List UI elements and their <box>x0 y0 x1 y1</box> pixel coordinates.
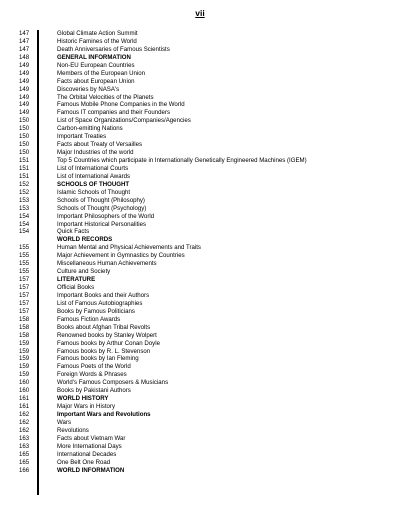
toc-page-number: 161 <box>19 395 30 403</box>
toc-entry <box>19 157 389 165</box>
toc-entry <box>19 173 389 181</box>
toc-entry <box>19 340 389 348</box>
toc-page-number: 155 <box>19 252 30 260</box>
toc-entry <box>19 459 389 467</box>
toc-page-number: 160 <box>19 387 30 395</box>
toc-page-number: 157 <box>19 284 30 291</box>
toc-title: The Orbital Velocities of the Planets <box>57 93 154 101</box>
toc-title: Facts about European Union <box>57 77 135 85</box>
toc-entry <box>19 101 389 109</box>
toc-page-number: 153 <box>19 204 30 212</box>
toc-title: International Decades <box>57 450 117 458</box>
toc-entry <box>19 443 389 451</box>
table-of-contents <box>19 30 389 475</box>
toc-page-number: 149 <box>19 77 30 85</box>
toc-entry <box>19 252 389 260</box>
toc-page-number: 150 <box>19 125 30 133</box>
toc-title: List of Famous Autobiographies <box>57 299 143 307</box>
toc-title: Death Anniversaries of Famous Scientists <box>57 45 170 53</box>
toc-page-number: 154 <box>19 220 30 228</box>
toc-entry <box>19 419 389 427</box>
toc-page-number: 147 <box>19 30 30 37</box>
toc-title: Famous Fiction Awards <box>57 315 121 323</box>
toc-title: Miscellaneous Human Achievements <box>57 260 157 268</box>
toc-page-number: 150 <box>19 117 30 125</box>
toc-section-heading <box>19 276 389 284</box>
toc-title: Facts about Vietnam War <box>57 434 126 442</box>
toc-title: World's Famous Composers & Musicians <box>57 379 169 387</box>
toc-title: Culture and Society <box>57 268 111 276</box>
toc-title: Books about Afghan Tribal Revolts <box>57 323 151 331</box>
toc-entry <box>19 117 389 125</box>
toc-entry <box>19 348 389 356</box>
toc-entry <box>19 371 389 379</box>
toc-entry <box>19 197 389 205</box>
toc-page-number: 155 <box>19 268 30 276</box>
toc-page-number: 150 <box>19 149 30 157</box>
toc-title: SCHOOLS OF THOUGHT <box>57 180 130 188</box>
toc-title: LITERATURE <box>57 276 96 284</box>
toc-page-number: 161 <box>19 403 30 411</box>
toc-page-number: 159 <box>19 371 30 379</box>
toc-page-number: 154 <box>19 228 30 236</box>
page-number: vii <box>195 8 205 18</box>
toc-entry <box>19 38 389 46</box>
toc-title: List of Space Organizations/Companies/Agencies <box>57 117 191 125</box>
toc-page-number: 157 <box>19 307 30 315</box>
toc-page-number: 163 <box>19 442 30 450</box>
toc-page-number <box>19 236 34 244</box>
toc-page-number: 153 <box>19 196 30 204</box>
toc-section-heading <box>19 54 389 62</box>
toc-entry <box>19 109 389 117</box>
toc-title: Non-EU European Countries <box>57 61 135 69</box>
toc-entry <box>19 141 389 149</box>
toc-page-number: 158 <box>19 323 30 331</box>
toc-page-number: 157 <box>19 291 30 299</box>
toc-title: List of International Awards <box>57 172 131 180</box>
toc-entry <box>19 94 389 102</box>
toc-page-number: 159 <box>19 339 30 347</box>
toc-page-number: 147 <box>19 45 30 53</box>
toc-entry <box>19 228 389 236</box>
toc-page-number: 149 <box>19 61 30 69</box>
toc-page-number: 154 <box>19 212 30 220</box>
toc-entry <box>19 435 389 443</box>
toc-title: Important Treaties <box>57 133 107 141</box>
toc-title: Famous Poets of the World <box>57 363 131 371</box>
toc-title: Important Philosophers of the World <box>57 212 155 220</box>
toc-entry <box>19 379 389 387</box>
toc-entry <box>19 189 389 197</box>
toc-title: Books by Famous Politicians <box>57 307 135 315</box>
toc-title: Famous books by Ian Fleming <box>57 355 139 363</box>
toc-entry <box>19 316 389 324</box>
toc-page-number: 158 <box>19 331 30 339</box>
toc-page-number: 159 <box>19 355 30 363</box>
toc-page-number: 162 <box>19 426 30 434</box>
toc-page-number: 159 <box>19 347 30 355</box>
toc-section-heading <box>19 395 389 403</box>
toc-entry <box>19 133 389 141</box>
toc-entry <box>19 70 389 78</box>
toc-page-number: 159 <box>19 363 30 371</box>
toc-title: Schools of Thought (Psychology) <box>57 204 147 212</box>
toc-title: Quick Facts <box>57 228 90 236</box>
toc-entry <box>19 260 389 268</box>
toc-title: Important Books and their Authors <box>57 291 150 299</box>
toc-entry <box>19 78 389 86</box>
toc-page-number: 165 <box>19 458 30 466</box>
toc-page-number: 151 <box>19 172 30 180</box>
toc-title: Major Industries of the world <box>57 149 134 157</box>
toc-title: Islamic Schools of Thought <box>57 188 131 196</box>
toc-entry <box>19 355 389 363</box>
toc-page-number: 162 <box>19 418 30 426</box>
toc-page-number: 151 <box>19 164 30 172</box>
toc-entry <box>19 221 389 229</box>
toc-entry <box>19 86 389 94</box>
toc-title: Foreign Words & Phrases <box>57 371 127 379</box>
toc-entry <box>19 324 389 332</box>
toc-section-heading <box>19 236 389 244</box>
toc-title: Wars <box>57 418 71 426</box>
toc-page-number: 162 <box>19 411 30 418</box>
toc-title: Schools of Thought (Philosophy) <box>57 196 145 204</box>
toc-entry <box>19 332 389 340</box>
toc-title: WORLD HISTORY <box>57 395 109 403</box>
toc-title: Facts about Treaty of Versailles <box>57 141 143 149</box>
toc-page-number: 160 <box>19 379 30 387</box>
toc-entry <box>19 427 389 435</box>
toc-section-heading <box>19 411 389 419</box>
toc-page-number: 150 <box>19 141 30 149</box>
toc-page-number: 149 <box>19 93 30 101</box>
toc-title: Renowned books by Stanley Wolpert <box>57 331 157 339</box>
toc-entry <box>19 165 389 173</box>
toc-page-number: 151 <box>19 157 30 164</box>
toc-entry <box>19 284 389 292</box>
toc-entry <box>19 213 389 221</box>
toc-title: Famous books by Arthur Conan Doyle <box>57 339 160 347</box>
toc-page-number: 148 <box>19 53 30 61</box>
toc-title: Human Mental and Physical Achievements and Traits <box>57 244 201 252</box>
toc-entry <box>19 403 389 411</box>
toc-page-number: 163 <box>19 434 30 442</box>
toc-title: Historic Famines of the World <box>57 37 137 45</box>
toc-entry <box>19 244 389 252</box>
toc-title: Important Wars and Revolutions <box>57 411 151 418</box>
toc-title: Members of the European Union <box>57 69 146 77</box>
toc-title: GENERAL INFORMATION <box>57 53 131 61</box>
toc-entry <box>19 30 389 38</box>
toc-page-number: 155 <box>19 260 30 268</box>
toc-title: Top 5 Countries which participate in Internationally Genetically Engineered Machines (IGEM) <box>57 157 307 164</box>
toc-title: WORLD INFORMATION <box>57 466 125 474</box>
toc-page-number: 152 <box>19 180 30 188</box>
toc-entry <box>19 125 389 133</box>
toc-entry <box>19 300 389 308</box>
toc-title: Global Climate Action Summit <box>57 30 138 37</box>
toc-title: One Belt One Road <box>57 458 111 466</box>
toc-title: Major Achievement in Gymnastics by Countries <box>57 252 185 260</box>
toc-page-number: 147 <box>19 37 30 45</box>
toc-entry <box>19 387 389 395</box>
toc-page-number: 149 <box>19 85 30 93</box>
toc-entry <box>19 62 389 70</box>
toc-title: Major Wars in History <box>57 403 116 411</box>
toc-page-number: 152 <box>19 188 30 196</box>
toc-entry <box>19 149 389 157</box>
toc-page-number: 158 <box>19 315 30 323</box>
toc-title: WORLD RECORDS <box>57 236 113 244</box>
toc-title: Famous Mobile Phone Companies in the World <box>57 101 185 109</box>
toc-title: Official Books <box>57 284 95 291</box>
toc-title: Revolutions <box>57 426 89 434</box>
toc-title: Discoveries by NASA's <box>57 85 120 93</box>
toc-title: More International Days <box>57 442 122 450</box>
toc-page-number: 157 <box>19 276 30 284</box>
toc-entry <box>19 363 389 371</box>
toc-title: Famous IT companies and their Founders <box>57 109 171 117</box>
toc-title: Books by Pakistani Authors <box>57 387 131 395</box>
toc-entry <box>19 451 389 459</box>
toc-page-number: 157 <box>19 299 30 307</box>
toc-title: Important Historical Personalities <box>57 220 147 228</box>
toc-title: Famous books by R. L. Stevenson <box>57 347 151 355</box>
toc-page-number: 165 <box>19 450 30 458</box>
toc-entry <box>19 292 389 300</box>
toc-section-heading <box>19 181 389 189</box>
toc-section-heading <box>19 467 389 475</box>
toc-page-number: 166 <box>19 466 30 474</box>
toc-entry <box>19 205 389 213</box>
toc-entry <box>19 46 389 54</box>
toc-title: Carbon-emitting Nations <box>57 125 123 133</box>
toc-page-number: 149 <box>19 69 30 77</box>
toc-entry <box>19 308 389 316</box>
toc-page-number: 150 <box>19 133 30 141</box>
toc-page-number: 155 <box>19 244 30 252</box>
toc-entry <box>19 268 389 276</box>
toc-title: List of International Courts <box>57 164 129 172</box>
toc-page-number: 149 <box>19 109 30 117</box>
toc-page-number: 149 <box>19 101 30 109</box>
